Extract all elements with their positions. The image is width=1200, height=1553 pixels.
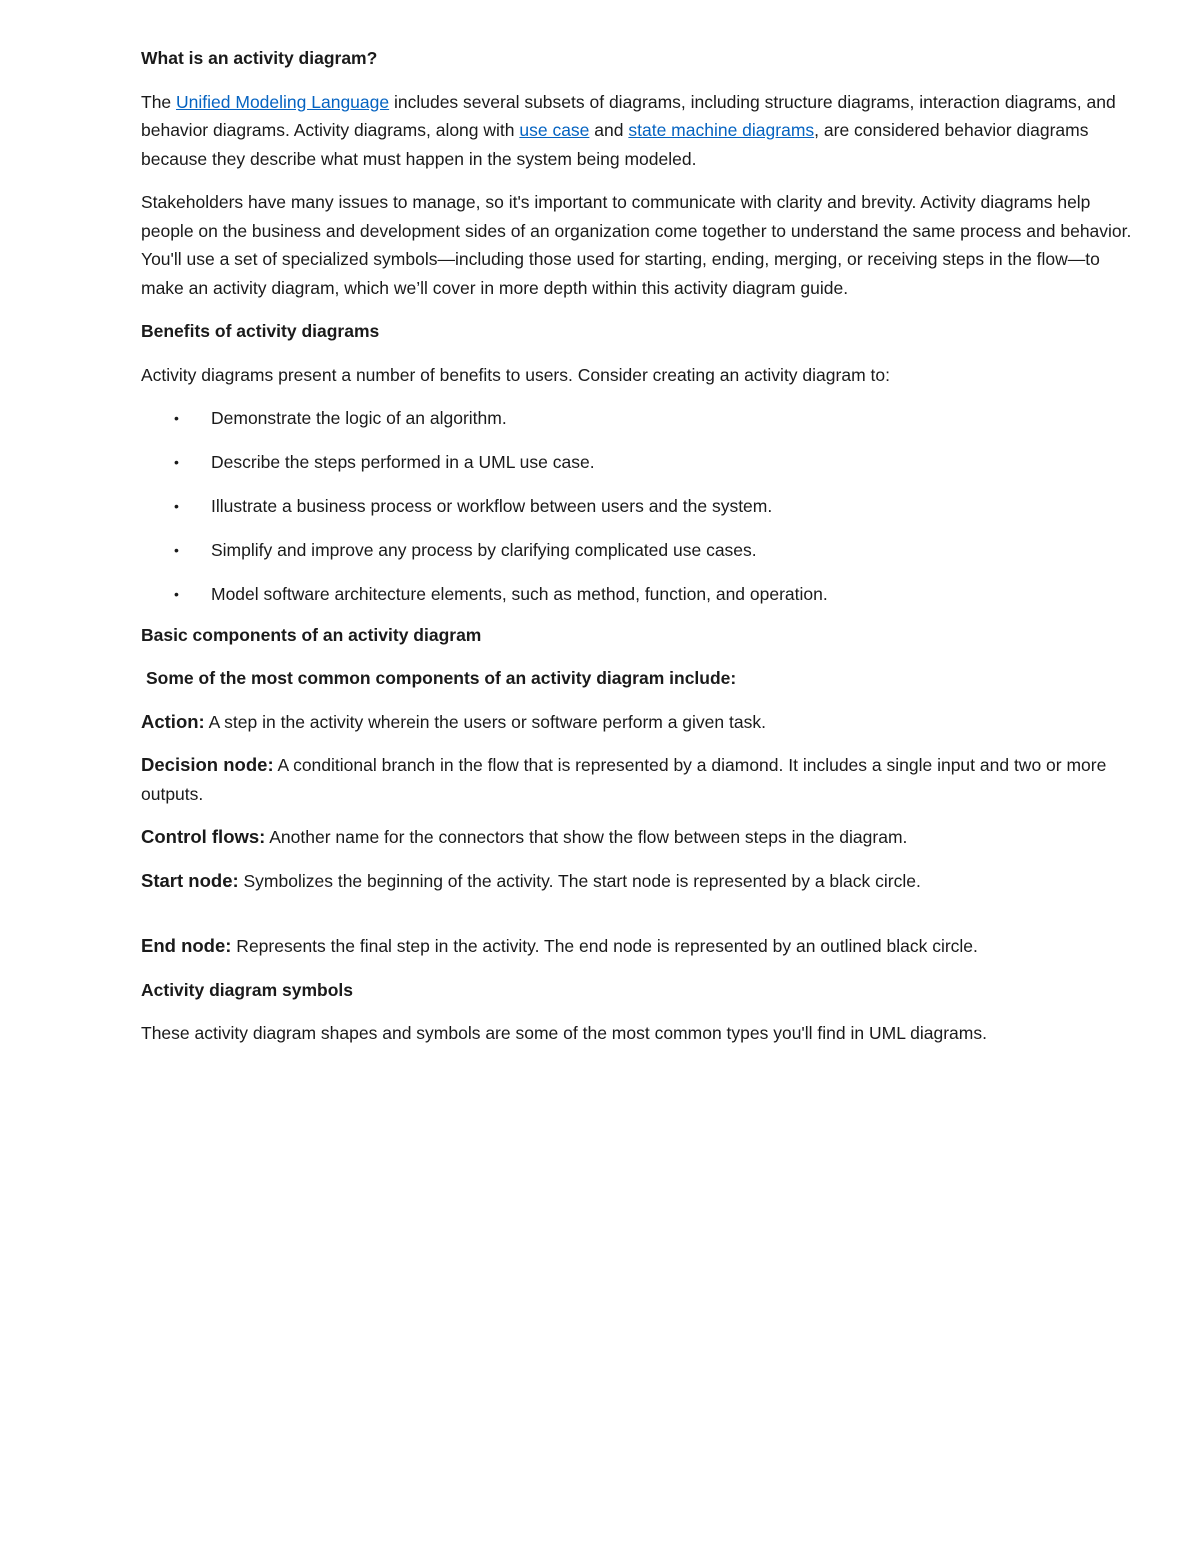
paragraph-uml-intro <box>141 88 1141 174</box>
benefits-list <box>141 404 1141 609</box>
bullet-icon: • <box>174 498 179 514</box>
list-item-text: Model software architecture elements, such as method, function, and operation. <box>211 584 828 604</box>
bullet-icon: • <box>174 454 179 470</box>
component-end-node <box>141 932 1141 961</box>
text: includes several subsets of diagrams, including structure diagrams, interaction diagrams, and behavior diagrams. Activity diagrams, along with <box>141 91 1116 140</box>
list-item <box>141 404 1141 433</box>
term-label: Action: <box>141 710 205 732</box>
paragraph-symbols-intro: These activity diagram shapes and symbols are some of the most common types you'll find in UML diagrams. <box>141 1023 987 1043</box>
link-state-machine-diagrams[interactable]: state machine diagrams <box>628 120 815 140</box>
term-label: Control flows: <box>141 826 266 847</box>
term-description: Another name for the connectors that show the flow between steps in the diagram. <box>265 827 908 847</box>
text: and <box>589 120 629 140</box>
list-item <box>141 536 1141 565</box>
bullet-icon: • <box>174 410 179 426</box>
list-item-text: Describe the steps performed in a UML use case. <box>211 452 595 472</box>
component-start-node <box>141 867 1141 896</box>
term-description: A conditional branch in the flow that is represented by a diamond. It includes a single input and two or more outputs. <box>141 755 1107 804</box>
paragraph-stakeholders: Stakeholders have many issues to manage, so it's important to communicate with clarity and brevity. Activity diagrams help people on the business and development sides of an organization come together to understand the same process and behavior. You'll use a set of specialized symbols—including those used for starting, ending, merging, or receiving steps in the flow—to make an activity diagram, which we’ll cover in more depth within this activity diagram guide. <box>141 192 1132 298</box>
component-control-flows <box>141 823 1141 852</box>
bullet-icon: • <box>174 586 179 602</box>
bullet-icon: • <box>174 542 179 558</box>
subheading-common-components: Some of the most common components of an activity diagram include: <box>146 668 737 688</box>
term-label: End node: <box>141 935 232 956</box>
text: The <box>141 91 177 112</box>
term-label: Decision node: <box>141 754 274 775</box>
link-use-case[interactable]: use case <box>519 120 590 140</box>
component-decision-node <box>141 751 1141 808</box>
term-label: Start node: <box>141 869 239 891</box>
list-item-text: Demonstrate the logic of an algorithm. <box>211 408 507 428</box>
term-description: Symbolizes the beginning of the activity. The start node is represented by a black circle. <box>238 870 921 891</box>
component-action <box>141 708 1141 737</box>
term-description: A step in the activity wherein the users or software perform a given task. <box>204 711 766 732</box>
term-description: Represents the final step in the activity. The end node is represented by an outlined black circle. <box>231 936 978 956</box>
text: , are considered behavior diagrams because they describe what must happen in the system being modeled. <box>141 120 1089 169</box>
heading-benefits: Benefits of activity diagrams <box>141 321 380 341</box>
heading-basic-components: Basic components of an activity diagram <box>141 624 482 645</box>
list-item <box>141 448 1141 477</box>
list-item <box>141 492 1141 521</box>
list-item <box>141 580 1141 609</box>
heading-what-is-activity-diagram: What is an activity diagram? <box>141 48 378 68</box>
document-page <box>141 44 1141 1063</box>
heading-activity-diagram-symbols: Activity diagram symbols <box>141 979 354 1000</box>
list-item-text: Illustrate a business process or workflow between users and the system. <box>211 496 773 516</box>
link-unified-modeling-language[interactable]: Unified Modeling Language <box>176 91 390 112</box>
paragraph-benefits-intro: Activity diagrams present a number of benefits to users. Consider creating an activity diagram to: <box>141 364 890 385</box>
list-item-text: Simplify and improve any process by clarifying complicated use cases. <box>211 540 757 560</box>
